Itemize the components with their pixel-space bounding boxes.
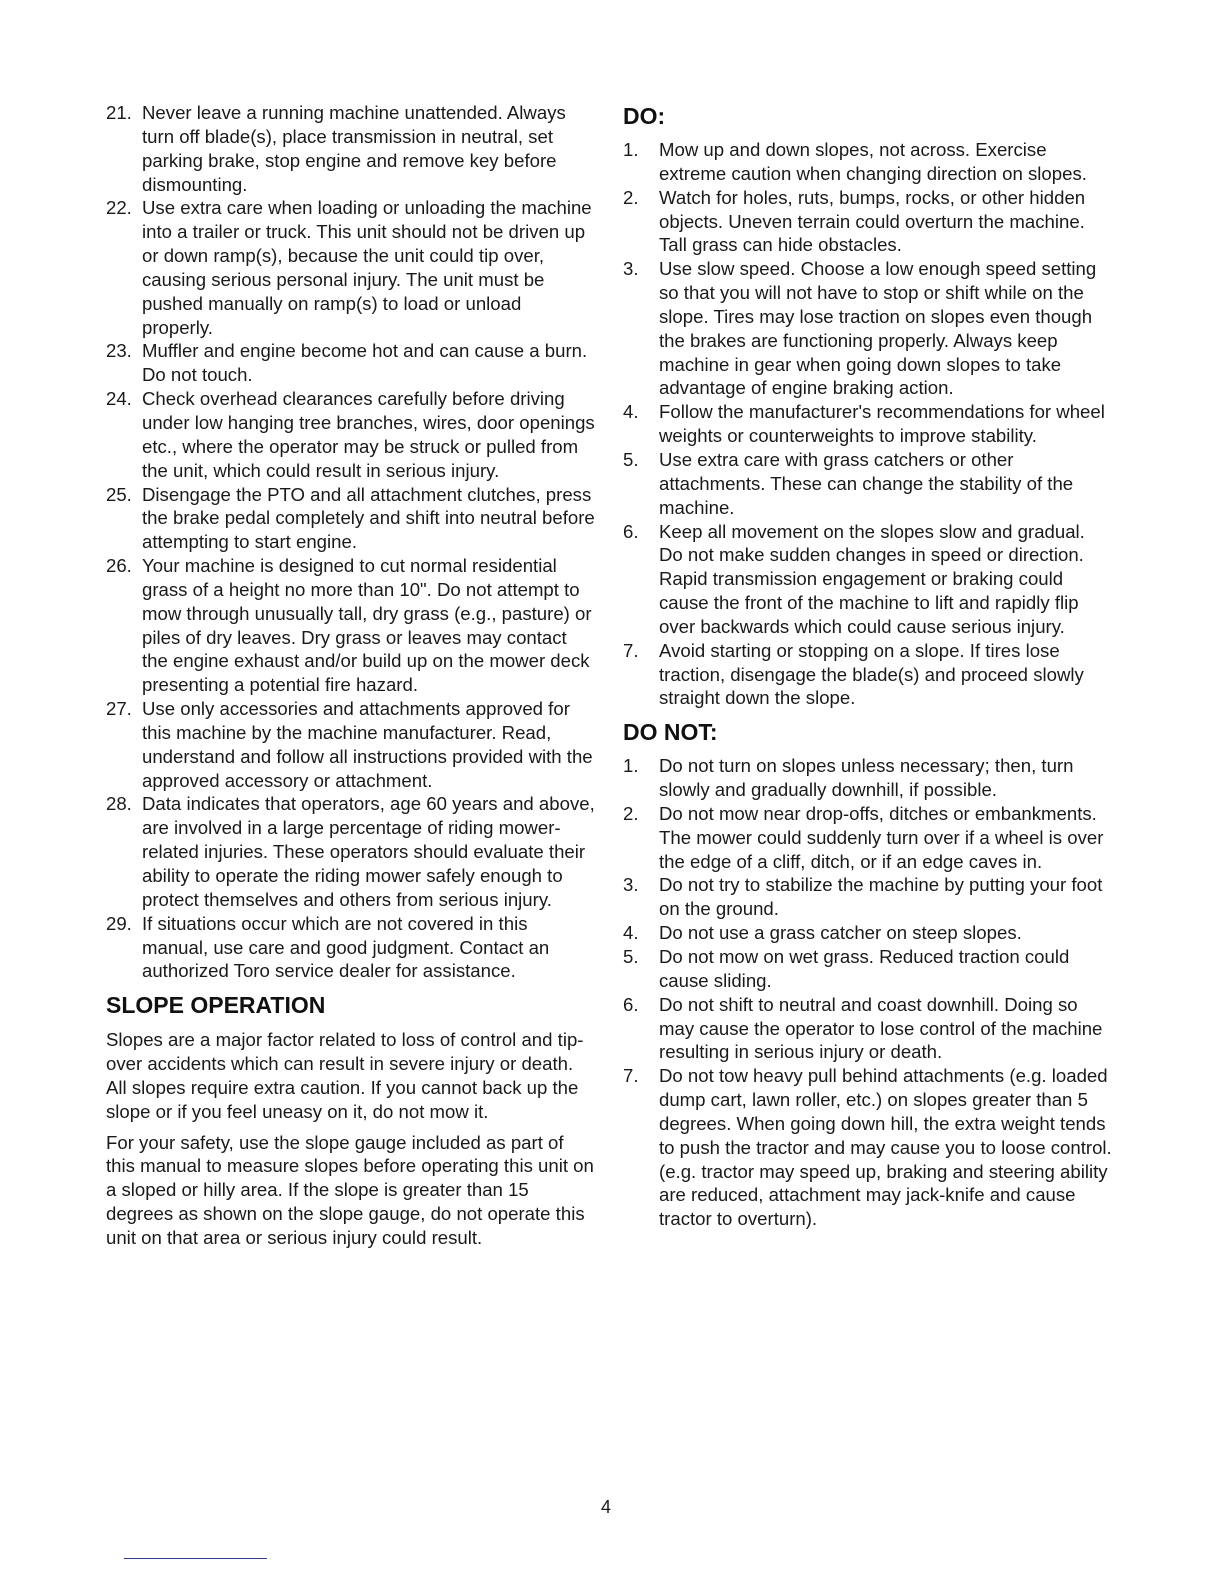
item-number: 7. xyxy=(623,639,639,661)
item-text: Use extra care when loading or unloading the machine into a trailer or truck. This unit should not be driven up or down ramp(s), because the unit could tip over, causing serious personal injury. The unit must be pushed manually on ramp(s) to load or unload properly. xyxy=(142,197,592,338)
item-text: If situations occur which are not covered in this manual, use care and good judgment. Contact an authorized Toro service dealer for assistance. xyxy=(142,912,550,982)
left-column xyxy=(106,101,596,1257)
item-number: 23. xyxy=(106,340,132,362)
item-number: 27. xyxy=(106,698,132,720)
list-item xyxy=(623,921,1113,945)
item-number: 1. xyxy=(623,755,639,777)
item-text: Avoid starting or stopping on a slope. If tires lose traction, disengage the blade(s) and proceed slowly straight down the slope. xyxy=(659,639,1084,709)
list-item xyxy=(623,993,1113,1065)
list-item xyxy=(623,520,1113,639)
item-number: 29. xyxy=(106,912,132,934)
list-item xyxy=(623,448,1113,520)
item-text: Never leave a running machine unattended. Always turn off blade(s), place transmission in neutral, set parking brake, stop engine and remove key before dismounting. xyxy=(142,102,566,195)
list-item xyxy=(623,400,1113,448)
list-item xyxy=(623,138,1113,186)
do-not-list xyxy=(623,754,1113,1231)
item-text: Watch for holes, ruts, bumps, rocks, or other hidden objects. Uneven terrain could overturn the machine. Tall grass can hide obstacles. xyxy=(659,186,1086,256)
item-number: 26. xyxy=(106,555,132,577)
item-text: Use slow speed. Choose a low enough speed setting so that you will not have to stop or shift while on the slope. Tires may lose traction on slopes even though the brakes are functioning properly. Always keep machine in gear when going down slopes to take advantage of engine braking action. xyxy=(659,258,1097,399)
item-text: Muffler and engine become hot and can cause a burn. Do not touch. xyxy=(142,340,588,386)
list-item xyxy=(106,792,596,911)
list-item xyxy=(106,387,596,482)
item-text: Use extra care with grass catchers or other attachments. These can change the stability of the machine. xyxy=(659,448,1074,518)
list-item xyxy=(106,101,596,196)
item-number: 4. xyxy=(623,922,639,944)
item-text: Disengage the PTO and all attachment clutches, press the brake pedal completely and shift into neutral before attempting to start engine. xyxy=(142,483,595,553)
list-item xyxy=(623,945,1113,993)
do-heading: DO: xyxy=(623,103,666,129)
list-item xyxy=(623,873,1113,921)
item-text: Do not use a grass catcher on steep slopes. xyxy=(659,922,1022,944)
list-item xyxy=(106,554,596,697)
item-text: Do not shift to neutral and coast downhill. Doing so may cause the operator to lose control of the machine resulting in serious injury or death. xyxy=(659,993,1103,1063)
item-text: Do not try to stabilize the machine by putting your foot on the ground. xyxy=(659,874,1103,920)
item-number: 5. xyxy=(623,946,639,967)
item-number: 25. xyxy=(106,483,132,505)
item-text: Data indicates that operators, age 60 years and above, are involved in a large percentage of riding mower-related injuries. These operators should evaluate their ability to operate the riding mower safely enough to protect themselves and others from serious injury. xyxy=(142,793,595,910)
list-item xyxy=(106,697,596,792)
item-text: Do not mow near drop-offs, ditches or embankments. The mower could suddenly turn over if a wheel is over the edge of a cliff, ditch, or if an edge caves in. xyxy=(659,802,1104,872)
item-number: 7. xyxy=(623,1065,639,1087)
item-text: Do not tow heavy pull behind attachments (e.g. loaded dump cart, lawn roller, etc.) on slopes greater than 5 degrees. When going down hill, the extra weight tends to push the tractor and may cause you to loose control. (e.g. tractor may speed up, braking and steering ability are reduced, attachment may jack-knife and cause tractor to overturn). xyxy=(659,1065,1112,1230)
item-number: 4. xyxy=(623,401,639,423)
do-not-heading: DO NOT: xyxy=(623,719,718,746)
list-item xyxy=(623,186,1113,258)
item-number: 21. xyxy=(106,102,132,123)
item-number: 6. xyxy=(623,993,639,1015)
list-item xyxy=(623,257,1113,400)
item-number: 3. xyxy=(623,258,639,280)
page-number: 4 xyxy=(600,1497,611,1517)
list-item xyxy=(106,483,596,555)
item-number: 24. xyxy=(106,388,132,410)
slope-paragraph: For your safety, use the slope gauge included as part of this manual to measure slopes before operating this unit on a sloped or hilly area. If the slope is greater than 15 degrees as shown on the slope gauge, do not operate this unit on that area or serious injury could result. xyxy=(106,1131,594,1248)
right-column xyxy=(623,101,1113,1231)
list-item xyxy=(106,196,596,339)
slope-paragraph: Slopes are a major factor related to loss of control and tip-over accidents which can result in severe injury or death. All slopes require extra caution. If you cannot back up the slope or if you feel uneasy on it, do not mow it. xyxy=(106,1029,584,1122)
item-number: 2. xyxy=(623,802,639,824)
safety-list xyxy=(106,101,596,983)
do-list xyxy=(623,138,1113,710)
item-number: 2. xyxy=(623,186,639,208)
item-text: Follow the manufacturer's recommendations for wheel weights or counterweights to improve stability. xyxy=(659,401,1105,447)
item-number: 6. xyxy=(623,520,639,542)
slope-operation-heading: SLOPE OPERATION xyxy=(106,992,326,1019)
item-text: Use only accessories and attachments approved for this machine by the machine manufacturer. Read, understand and follow all instructions provided with the approved accessory or attachment. xyxy=(142,698,593,791)
item-number: 28. xyxy=(106,793,132,815)
list-item xyxy=(106,912,596,984)
list-item xyxy=(623,754,1113,802)
item-text: Check overhead clearances carefully before driving under low hanging tree branches, wires, door openings etc., where the operator may be struck or pulled from the unit, which could result in serious injury. xyxy=(142,388,595,481)
list-item xyxy=(623,802,1113,874)
item-number: 1. xyxy=(623,139,639,160)
list-item xyxy=(106,339,596,387)
item-text: Do not mow on wet grass. Reduced traction could cause sliding. xyxy=(659,946,1070,991)
item-text: Your machine is designed to cut normal residential grass of a height no more than 10". Do not attempt to mow through unusually tall, dry grass (e.g., pasture) or piles of dry leaves. Dry grass or leaves may contact the engine exhaust and/or build up on the mower deck presenting a potential fire hazard. xyxy=(142,555,592,696)
item-number: 22. xyxy=(106,197,132,219)
footer-divider xyxy=(124,1558,267,1559)
item-text: Keep all movement on the slopes slow and gradual. Do not make sudden changes in speed or direction. Rapid transmission engagement or braking could cause the front of the machine to lift and rapidly flip over backwards which could cause serious injury. xyxy=(659,520,1085,637)
list-item xyxy=(623,639,1113,711)
item-text: Do not turn on slopes unless necessary; then, turn slowly and gradually downhill, if possible. xyxy=(659,755,1074,801)
item-text: Mow up and down slopes, not across. Exercise extreme caution when changing direction on slopes. xyxy=(659,139,1087,184)
item-number: 5. xyxy=(623,448,639,470)
item-number: 3. xyxy=(623,874,639,896)
list-item xyxy=(623,1064,1113,1231)
